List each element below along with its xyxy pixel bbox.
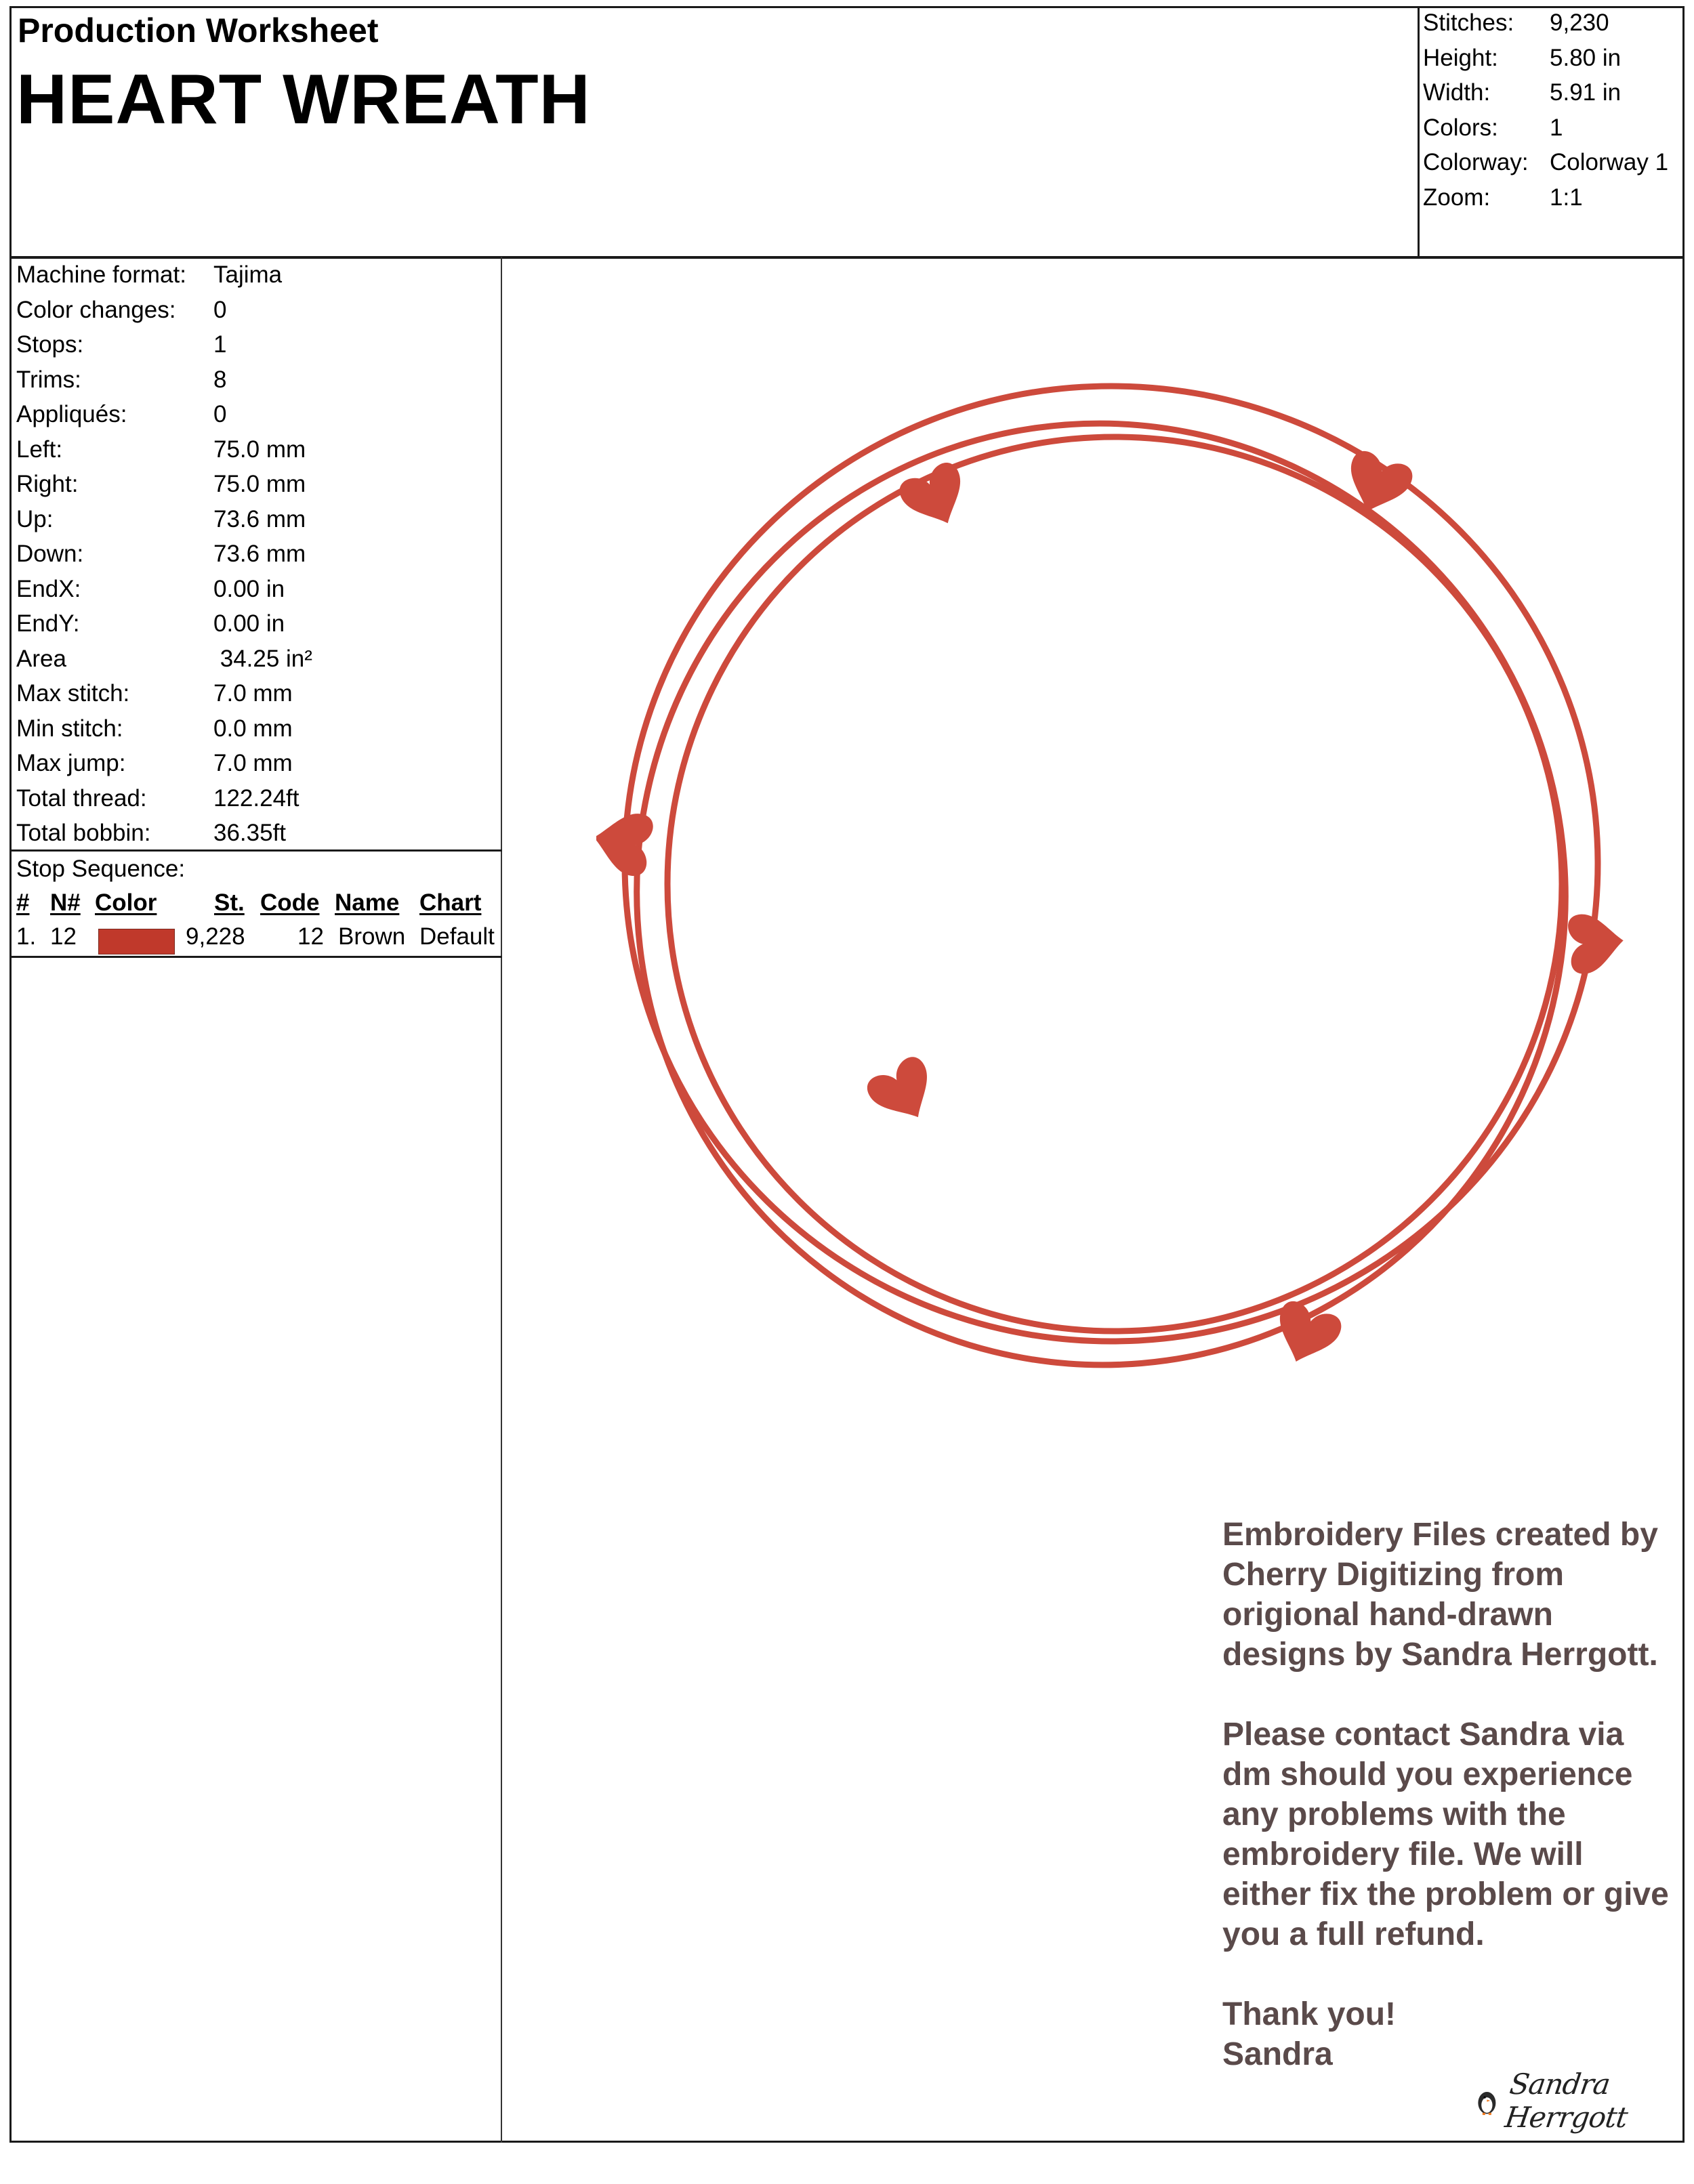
detail-max-stitch: Max stitch: 7.0 mm <box>16 680 293 707</box>
ring-outer <box>625 386 1598 1341</box>
col-index: # <box>16 889 30 916</box>
stat-colorway: Colorway: Colorway 1 <box>1423 149 1669 175</box>
designer-note <box>1222 1515 1670 2074</box>
color-swatch <box>98 929 175 954</box>
detail-down: Down: 73.6 mm <box>16 541 306 567</box>
heart-icon <box>863 1053 945 1133</box>
stop-sequence <box>9 849 502 958</box>
heart-icon <box>1567 911 1626 975</box>
detail-color-changes: Color changes: 0 <box>16 296 227 323</box>
stat-colors: Colors: 1 <box>1423 114 1563 141</box>
row-name: Brown <box>338 923 406 950</box>
col-needle: N# <box>50 889 81 916</box>
detail-min-stitch: Min stitch: 0.0 mm <box>16 715 293 742</box>
stat-zoom: Zoom: 1:1 <box>1423 184 1583 211</box>
stat-stitches: Stitches: 9,230 <box>1423 9 1609 36</box>
heart-icon <box>1338 448 1416 522</box>
detail-stops: Stops: 1 <box>16 331 227 358</box>
wreath-rings <box>596 379 1626 1368</box>
summary-stats <box>1423 5 1668 215</box>
col-stitches: St. <box>214 889 245 916</box>
detail-endy: EndY: 0.00 in <box>16 610 285 637</box>
detail-right: Right: 75.0 mm <box>16 471 306 497</box>
detail-max-jump: Max jump: 7.0 mm <box>16 750 293 776</box>
ring-middle <box>596 379 1626 1368</box>
heart-icon <box>596 807 655 878</box>
detail-area: Area 34.25 in² <box>16 645 312 672</box>
detail-up: Up: 73.6 mm <box>16 505 306 532</box>
design-details <box>16 257 312 851</box>
detail-trims: Trims: 8 <box>16 366 227 393</box>
design-preview <box>596 379 1640 1368</box>
heart-icon <box>896 459 976 537</box>
row-code: 12 <box>297 923 324 950</box>
detail-endx: EndX: 0.00 in <box>16 575 285 602</box>
detail-appliques: Appliqués: 0 <box>16 401 227 427</box>
note-paragraph-contact: Please contact Sandra via dm should you experience any problems with the embroidery file. We will either fix the problem or give you a full refund. <box>1222 1717 1669 1952</box>
signature-logo <box>1470 2067 1694 2134</box>
row-chart: Default <box>419 923 495 950</box>
note-thanks: Thank you! Sandra <box>1222 1996 1397 2072</box>
row-stitches: 9,228 <box>186 923 245 950</box>
penguin-icon <box>1470 2080 1504 2121</box>
signature-text: Sandra Herrgott <box>1502 2067 1630 2134</box>
detail-left: Left: 75.0 mm <box>16 436 306 463</box>
detail-total-thread: Total thread: 122.24ft <box>16 784 299 812</box>
detail-machine-format: Machine format: Tajima <box>16 261 283 288</box>
col-name: Name <box>335 889 400 916</box>
stat-width: Width: 5.91 in <box>1423 79 1621 106</box>
col-color: Color <box>95 889 157 916</box>
ring-inner <box>667 437 1562 1331</box>
detail-total-bobbin: Total bobbin: 36.35ft <box>16 820 287 846</box>
row-needle: 12 <box>50 923 77 950</box>
stat-height: Height: 5.80 in <box>1423 44 1621 71</box>
row-index: 1. <box>16 923 37 950</box>
design-name: HEART WREATH <box>16 60 591 139</box>
col-code: Code <box>260 889 320 916</box>
note-paragraph-credits: Embroidery Files created by Cherry Digitizing from origional hand-drawn designs by Sandra Herrgott. <box>1222 1517 1658 1673</box>
stop-sequence-title: Stop Sequence: <box>16 856 186 882</box>
worksheet-title: Production Worksheet <box>18 12 379 49</box>
col-chart: Chart <box>419 889 482 916</box>
